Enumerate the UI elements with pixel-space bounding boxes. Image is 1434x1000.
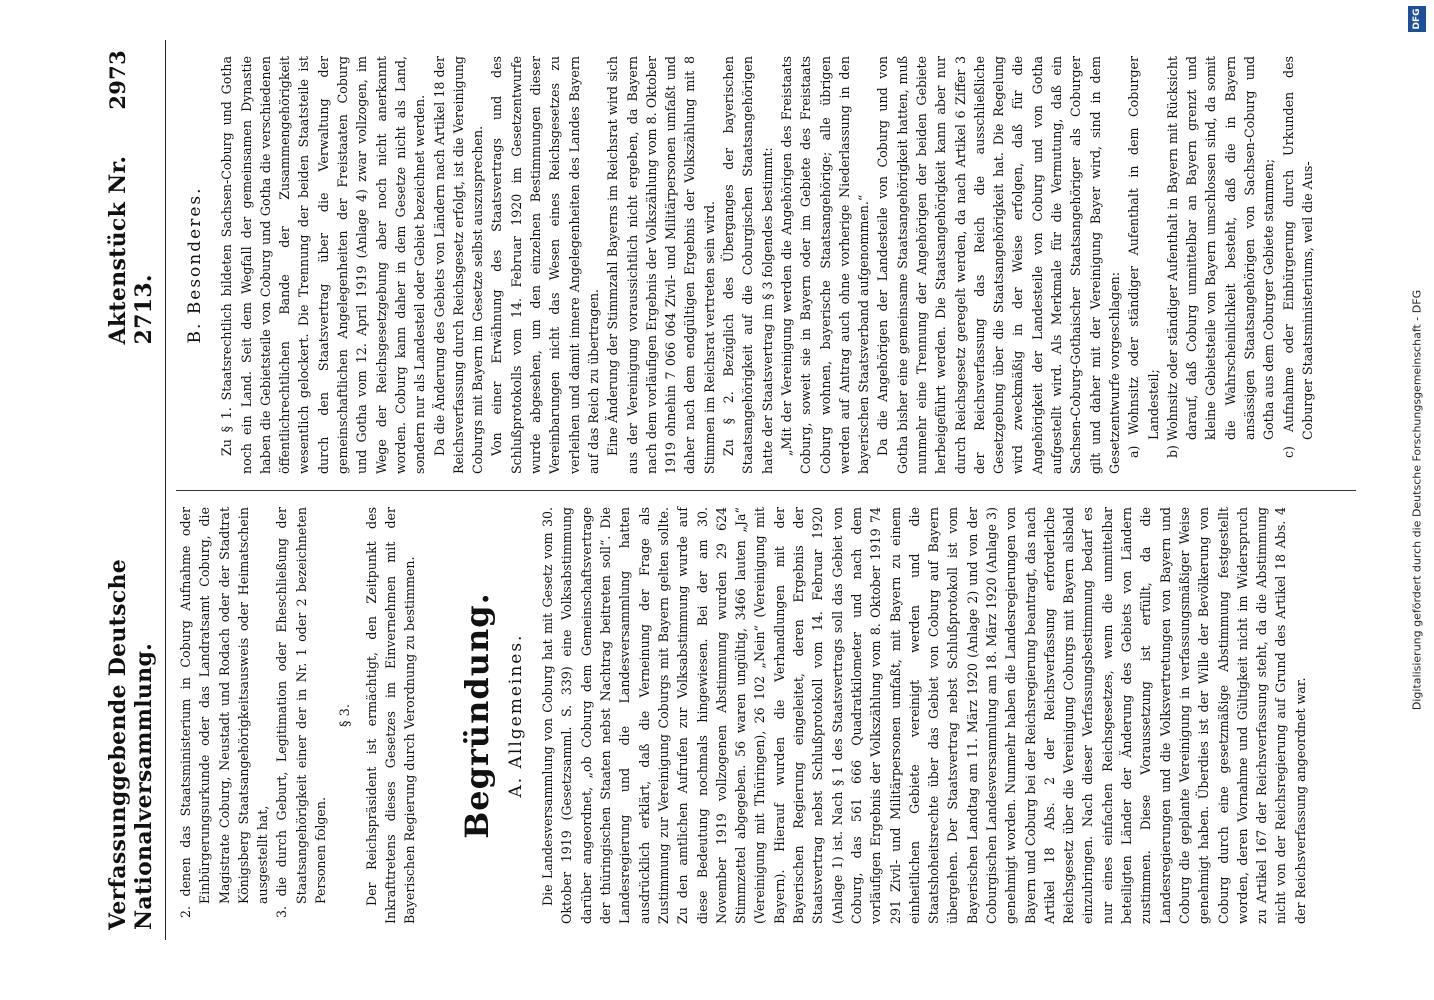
- header-title: Verfassunggebende Deutsche Nationalversammlung.: [105, 558, 157, 930]
- header-document-number: Aktenstück Nr. 2713.: [105, 155, 157, 345]
- list-item: 3. die durch Geburt, Legitimation oder Eheschließung der Staatsangehörigkeit einer der in Nr. 1 oder 2 bezeichneten Personen folgen.: [274, 507, 329, 918]
- list-item: 2. denen das Staatsministerium in Coburg Aufnahme oder Einbürgerungsurkunde oder das Landratsamt Coburg, die Magistrate Coburg, Neustadt und Rodach oder der Stadtrat Königsberg Staatsangehörigkeitsausweis oder Heimatschein ausgestellt hat,: [178, 507, 271, 918]
- main-heading: Begründung.: [457, 592, 496, 839]
- sub-list-item: a) Wohnsitz oder ständiger Aufenthalt in dem Coburger Landesteil;: [1126, 56, 1161, 458]
- subheading: A. Allgemeines.: [505, 633, 526, 798]
- quotation: „Mit der Vereinigung werden die Angehörigen des Freistaats Coburg, soweit sie in Bayern oder im Gebiete des Freistaats Coburg wohnen, bayerische Staatsangehörige; alle übrigen werden auf Antrag auch ohne vorherige Niederlassung in den bayerischen Staatsverband aufgenommen.“: [778, 56, 872, 474]
- page-number: 2973: [105, 50, 130, 110]
- sub-list-item: c) Aufnahme oder Einbürgerung durch Urkunden des Coburger Staatsministeriums, weil die Aus-: [1280, 56, 1315, 458]
- digitization-note: Digitalisierung gefördert durch die Deutsche Forschungsgemeinschaft - DFG: [1410, 289, 1424, 711]
- dfg-logo: DFG: [1408, 6, 1426, 32]
- paragraph: Der Reichspräsident ist ermächtigt, den Zeitpunkt des Inkrafttretens dieses Gesetzes im Einvernehmen mit der Bayerischen Regierung durch Verordnung zu bestimmen.: [363, 507, 418, 924]
- paragraph: Zu § 1. Staatsrechtlich bildeten Sachsen-Coburg und Gotha noch ein Land. Seit dem Wegfall der gemeinsamen Dynastie haben die Gebietsteile von Coburg und Gotha die verschiedenen öffentlichrechtlichen Bande der Zusammengehörigkeit wesentlich gelockert. Die Trennung der beiden Staatsteile ist durch den Staatsvertrag über die Verwaltung der gemeinschaftlichen Angelegenheiten der Freistaaten Coburg und Gotha vom 12. April 1919 (Anlage 4) zwar vollzogen, im Wege der Reichsgesetzgebung aber noch nicht anerkannt worden. Coburg kann daher in dem Gesetze nicht als Land, sondern nur als Landesteil oder Gebiet bezeichnet werden.: [219, 56, 428, 474]
- section-heading: § 3.: [338, 703, 354, 728]
- paragraph: Eine Änderung der Stimmzahl Bayerns im Reichsrat wird sich aus der Vereinigung voraussichtlich nicht ergeben, da Bayern nach dem vorläufigen Ergebnis der Volkszählung vom 8. Oktober 1919 ohnehin 7 066 064 Zivil- und Militärpersonen umfaßt und daher nach dem endgültigen Ergebnis der Volkszählung mit 8 Stimmen im Reichsrat vertreten sein wird.: [605, 56, 717, 474]
- paragraph: Zu § 2. Bezüglich des Überganges der bayerischen Staatsangehörigkeit auf die Coburgischen Staatsangehörigen hatte der Staatsvertrag im § 3 folgendes bestimmt:: [721, 56, 775, 474]
- digitization-sidebar: [1404, 0, 1430, 1000]
- subheading: B. Besonderes.: [185, 186, 205, 344]
- paragraph: Da die Angehörigen der Landesteile von Coburg und von Gotha bisher eine gemeinsame Staatsangehörigkeit hatten, muß nunmehr eine Trennung der Angehörigen der beiden Gebiete herbeigeführt werden. Die Staatsangehörigkeit kann aber nur durch Reichsgesetz geregelt werden, da nach Artikel 6 Ziffer 3 der Reichsverfassung das Reich die ausschließliche Gesetzgebung über die Staatsangehörigkeit hat. Die Regelung wird zweckmäßig in der Weise erfolgen, daß für die Angehörigkeit der Landesteile von Coburg und von Gotha aufgestellt wird. Als Merkmale für die Vermutung, daß ein Sachsen-Coburg-Gothaischer Staatsangehöriger als Coburger gilt und daher mit der Vereinigung Bayer wird, sind in dem Gesetzentwurfe vorgeschlagen:: [875, 56, 1122, 474]
- paragraph: Die Landesversammlung von Coburg hat mit Gesetz vom 30. Oktober 1919 (Gesetzsamml. S. 339) eine Volksabstimmung darüber angeordnet, „ob Coburg dem Gemeinschaftsvertrage der thüringischen Staaten nebst Nachtrag beitreten soll“. Die Landesregierung und die Landesversammlung hatten ausdrücklich erklärt, daß die Verneinung der Frage als Zustimmung zur Vereinigung Coburgs mit Bayern gelten sollte. Zu den amtlichen Aufrufen zur Volksabstimmung wurde auf diese Bedeutung nochmals hingewiesen. Bei der am 30. November 1919 vollzogenen Abstimmung wurden 29 624 Stimmzettel abgegeben. 56 waren ungültig, 3466 lauten „Ja“ (Vereinigung mit Thüringen), 26 102 „Nein“ (Vereinigung mit Bayern). Hierauf wurden die Verhandlungen mit der Bayerischen Regierung eingeleitet, deren Ergebnis der Staatsvertrag nebst Schlußprotokoll vom 14. Februar 1920 (Anlage 1) ist. Nach § 1 des Staatsvertrags soll das Gebiet von Coburg, das 561 666 Quadratkilometer und nach dem vorläufigen Ergebnis der Volkszählung vom 8. Oktober 1919 74 291 Zivil- und Militärpersonen umfaßt, mit Bayern zu einem einheitlichen Gebiete vereinigt werden und die Staatshoheitsrechte über das Gebiet von Coburg auf Bayern übergehen. Der Staatsvertrag nebst Schlußprotokoll ist vom Bayerischen Landtag am 11. März 1920 (Anlage 2) und von der Coburgischen Landesversammlung am 18. März 1920 (Anlage 3) genehmigt worden. Nunmehr haben die Landesregierungen von Bayern und Coburg bei der Reichsregierung beantragt, das nach Artikel 18 Abs. 2 der Reichsverfassung erforderliche Reichsgesetz über die Vereinigung Coburgs mit Bayern alsbald einzubringen. Nach dieser Verfassungsbestimmung bedarf es nur eines einfachen Reichsgesetzes, wenn die unmittelbar beteiligten Länder der Änderung des Gebiets von Ländern zustimmen. Diese Voraussetzung ist erfüllt, da die Landesregierungen und die Volksvertretungen von Bayern und Coburg die geplante Vereinigung in verfassungsmäßiger Weise genehmigt haben. Überdies ist der Wille der Bevölkerung von Coburg durch eine gesetzmäßige Abstimmung festgestellt worden, deren Vornahme und Gültigkeit nicht im Widerspruch zu Artikel 167 der Reichsverfassung steht, da die Abstimmung nicht von der Reichsregierung auf Grund des Artikel 18 Abs. 4 der Reichsverfassung angeordnet war.: [540, 507, 1308, 924]
- rotated-document-page: [50, 0, 1430, 1000]
- paragraph: Da die Änderung des Gebiets von Ländern nach Artikel 18 der Reichsverfassung durch Reichsgesetz erfolgt, ist die Vereinigung Coburgs mit Bayern im Gesetze selbst auszusprechen.: [431, 56, 486, 474]
- left-column: [176, 490, 1356, 940]
- header-rule: [165, 40, 166, 940]
- paragraph: Von einer Erwähnung des Staatsvertrags und des Schlußprotokolls vom 14. Februar 1920 im Gesetzentwurfe wurde abgesehen, um den einzelnen Bestimmungen dieser Vereinbarungen nicht das Wesen eines Reichsgesetzes zu verleihen und damit innere Angelegenheiten des Landes Bayern auf das Reich zu übertragen.: [489, 56, 601, 474]
- two-column-body: [176, 40, 1356, 940]
- page-header: [105, 40, 165, 940]
- right-column: [176, 40, 1356, 490]
- sub-list-item: b) Wohnsitz oder ständiger Aufenthalt in Bayern mit Rücksicht darauf, daß Coburg unmittelbar an Bayern grenzt und kleine Gebietsteile von Bayern umschlossen sind, da somit die Wahrscheinlichkeit besteht, daß die in Bayern ansässigen Staatsangehörigen von Sachsen-Coburg und Gotha aus dem Coburger Gebiete stammen;: [1164, 56, 1277, 458]
